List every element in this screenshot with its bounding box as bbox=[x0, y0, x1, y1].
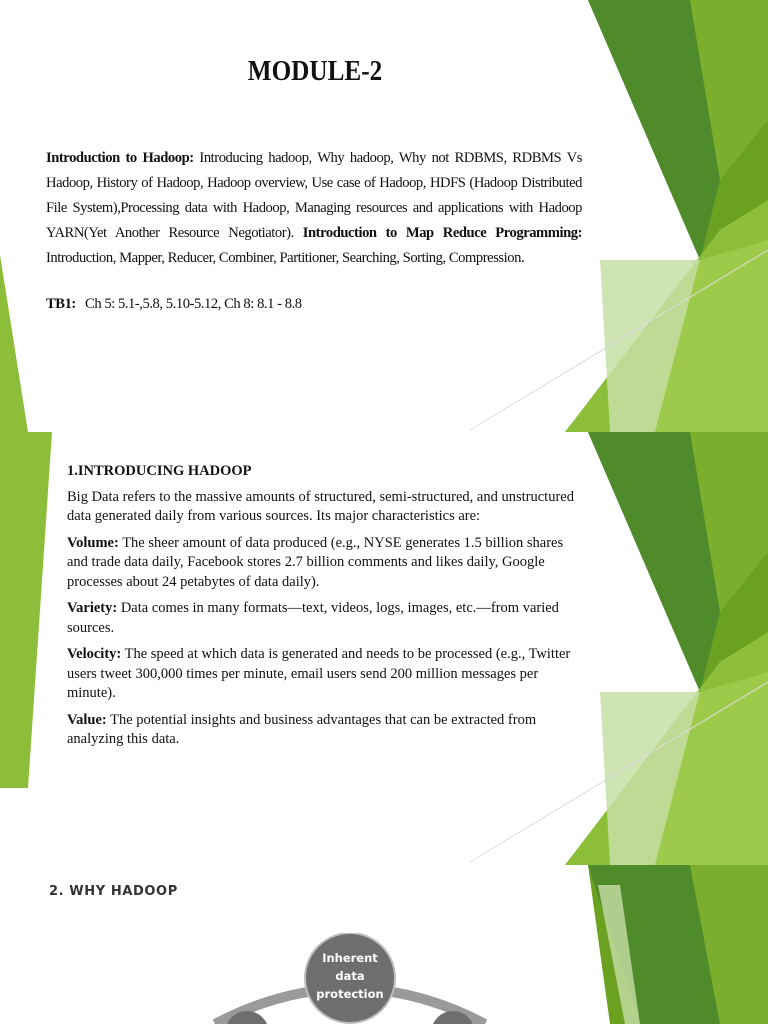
section-heading: 2. WHY HADOOP bbox=[49, 884, 178, 899]
characteristic-value bbox=[67, 711, 587, 750]
textbook-chapters: Ch 5: 5.1-,5.8, 5.10-5.12, Ch 8: 8.1 - 8.8 bbox=[85, 296, 302, 312]
page-title: MODULE-2 bbox=[247, 56, 383, 87]
characteristic-term: Velocity: bbox=[67, 646, 122, 662]
characteristic-term: Variety: bbox=[67, 600, 118, 616]
mapreduce-heading: Introduction to Map Reduce Programming: bbox=[302, 225, 583, 241]
characteristic-text: The potential insights and business advantages that can be extracted from analyzing this data. bbox=[67, 711, 537, 747]
why-hadoop-diagram bbox=[205, 933, 505, 1024]
mapreduce-topics: Introduction, Mapper, Reducer, Combiner, Partitioner, Searching, Sorting, Compression. bbox=[46, 250, 525, 266]
slide-module-2 bbox=[0, 0, 768, 432]
textbook-label: TB1: bbox=[46, 296, 76, 312]
intro-body bbox=[67, 462, 587, 757]
characteristic-text: The speed at which data is generated and needs to be processed (e.g., Twitter users tweet 300,000 times per minute, email users send 200 million messages per minute). bbox=[67, 646, 571, 701]
characteristic-term: Volume: bbox=[67, 534, 119, 551]
syllabus-text bbox=[46, 146, 582, 271]
slide-why-hadoop bbox=[0, 865, 768, 1024]
characteristic-variety bbox=[67, 599, 587, 638]
textbook-reference bbox=[46, 296, 302, 313]
characteristic-velocity bbox=[67, 645, 587, 704]
slide-introducing-hadoop bbox=[0, 432, 768, 865]
characteristic-text: Data comes in many formats—text, videos, logs, images, etc.—from varied sources. bbox=[67, 600, 559, 636]
node-label-line: protection bbox=[316, 987, 384, 1001]
characteristic-text: The sheer amount of data produced (e.g., NYSE generates 1.5 billion shares and trade data daily, Facebook stores 2.7 billion comments and likes daily, Google processes about 24 petabytes of data daily). bbox=[67, 534, 564, 590]
characteristic-term: Value: bbox=[67, 711, 107, 728]
node-label-line: data bbox=[335, 969, 365, 983]
intro-paragraph: Big Data refers to the massive amounts of structured, semi-structured, and unstructured data generated daily from various sources. Its major characteristics are: bbox=[67, 488, 574, 524]
section-heading: 1.INTRODUCING HADOOP bbox=[67, 463, 252, 479]
node-label-line: Inherent bbox=[322, 951, 378, 965]
characteristic-volume bbox=[67, 534, 587, 593]
hadoop-topics: Introducing hadoop, Why hadoop, Why not RDBMS, RDBMS Vs Hadoop, History of Hadoop, Hadoop overview, Use case of Hadoop, HDFS (Hadoop Distributed File System),Processing data with Hadoop, Managing resources and applications with Hadoop YARN(Yet Another Resource Negotiator). bbox=[46, 150, 582, 241]
hadoop-heading: Introduction to Hadoop: bbox=[46, 150, 194, 166]
